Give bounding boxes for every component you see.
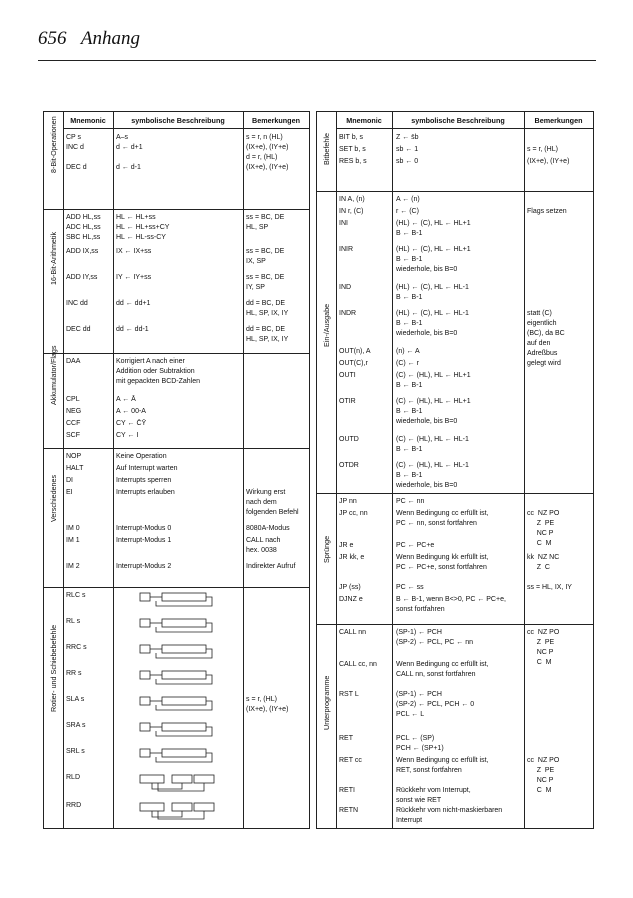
- group-label: 16-Bit-Arithmetik: [49, 232, 58, 286]
- mnemonic-cell: IN r, (C): [339, 208, 364, 216]
- remark-cell: s = r, n (HL): [246, 134, 283, 141]
- description-cell: PC ← nn: [396, 498, 425, 506]
- description-cell: dd ← dd-1: [116, 325, 149, 333]
- description-cell: Auf Interrupt warten: [116, 465, 178, 473]
- mnemonic-cell: OUT(n), A: [339, 348, 371, 356]
- remark-cell: Flags setzen: [527, 208, 567, 216]
- group-label: Bitbefehle: [322, 132, 331, 165]
- description-cell: sb ← 1: [396, 146, 419, 153]
- mnemonic-cell: SLA s: [66, 695, 85, 703]
- description-cell: Z ← s̄b: [396, 134, 419, 141]
- group-label: Verschiedenes: [49, 474, 58, 522]
- mnemonic-cell: ADD IX,ss: [66, 247, 99, 255]
- mnemonic-cell: OTDR: [339, 462, 359, 470]
- group-label: Ein-/Ausgabe: [322, 303, 331, 347]
- mnemonic-cell: INI: [339, 220, 348, 228]
- description-cell: (SP-1) ← PCH (SP-2) ← PCL, PCH ← 0 PCL ← L: [396, 690, 475, 718]
- right-table: [316, 111, 594, 829]
- mnemonic-cell: EI: [66, 489, 73, 497]
- group-label: Unterprogramme: [322, 675, 331, 731]
- group-divider: [317, 191, 593, 192]
- remark-cell: ss = BC, DE IX, SP: [246, 247, 285, 265]
- description-cell: Interrupts sperren: [116, 477, 172, 485]
- description-cell: (C) ← r: [396, 360, 419, 368]
- mnemonic-cell: DEC d: [66, 164, 87, 171]
- group-divider: [44, 448, 309, 449]
- mnemonic-cell: SRL s: [66, 747, 85, 755]
- description-cell: (HL) ← (C), HL ← HL+1 B ← B-1: [396, 220, 471, 238]
- mnemonic-cell: RLD: [66, 773, 81, 781]
- mnemonic-cell: CPL: [66, 395, 80, 403]
- group-label: Rotier- und Schiebebefehle: [49, 624, 58, 712]
- description-cell: Rückkehr vom Interrupt, sonst wie RET: [396, 786, 471, 804]
- remark-cell: s = r, (HL): [527, 146, 558, 153]
- mnemonic-cell: IND: [339, 284, 352, 292]
- description-cell: (C) ← (HL), HL ← HL+1 B ← B-1 wiederhole, bis B=0: [396, 398, 471, 426]
- page-header: [38, 28, 140, 50]
- description-cell: Wenn Bedingung cc erfüllt ist, RET, sonst fortfahren: [396, 756, 489, 774]
- mnemonic-cell: JR kk, e: [339, 554, 365, 562]
- rotate-diagram: [138, 615, 228, 637]
- col-description: symbolische Beschreibung: [113, 112, 243, 129]
- rotate-diagram: [138, 771, 228, 793]
- remark-cell: ss = HL, IX, IY: [527, 584, 572, 592]
- description-cell: (HL) ← (C), HL ← HL+1 B ← B-1 wiederhole, bis B=0: [396, 246, 471, 274]
- remark-cell: Wirkung erst nach dem folgenden Befehl: [246, 489, 299, 517]
- description-cell: PC ← PC+e: [396, 542, 435, 550]
- mnemonic-cell: BIT b, s: [339, 134, 363, 141]
- mnemonic-cell: DJNZ e: [339, 596, 363, 604]
- description-cell: IX ← IX+ss: [116, 247, 152, 255]
- mnemonic-cell: RRD: [66, 801, 82, 809]
- remark-cell: (IX+e), (IY+e) d = r, (HL) (IX+e), (IY+e): [246, 144, 289, 171]
- rotate-diagram: [138, 693, 228, 715]
- description-cell: A ← Ā: [116, 395, 136, 403]
- description-cell: Interrupts erlauben: [116, 489, 175, 497]
- mnemonic-cell: OUT(C),r: [339, 360, 368, 368]
- mnemonic-cell: RET: [339, 734, 353, 742]
- mnemonic-cell: OUTD: [339, 436, 359, 444]
- description-cell: CY ← C̄Ȳ: [116, 419, 147, 427]
- mnemonic-cell: IM 0: [66, 525, 80, 533]
- mnemonic-cell: RL s: [66, 617, 81, 625]
- description-cell: (C) ← (HL), HL ← HL-1 B ← B-1 wiederhole, bis B=0: [396, 462, 469, 490]
- mnemonic-cell: HALT: [66, 465, 84, 473]
- description-cell: Interrupt-Modus 0: [116, 525, 172, 533]
- mnemonic-cell: IM 2: [66, 563, 80, 571]
- description-cell: d ← d-1: [116, 164, 141, 171]
- mnemonic-cell: JR e: [339, 542, 354, 550]
- description-cell: B ← B-1, wenn B<>0, PC ← PC+e, sonst fortfahren: [396, 596, 506, 614]
- remark-cell: (IX+e), (IY+e): [527, 158, 570, 165]
- mnemonic-cell: RLC s: [66, 591, 86, 599]
- description-cell: A ← (n): [396, 196, 420, 204]
- remark-cell: dd = BC, DE HL, SP, IX, IY: [246, 325, 289, 343]
- description-cell: Wenn Bedingung cc erfüllt ist, PC ← nn, sonst fortfahren: [396, 510, 489, 528]
- mnemonic-cell: INIR: [339, 246, 353, 254]
- remark-cell: statt (C) eigentlich (BC), da BC auf den Adreßbus gelegt wird: [527, 310, 565, 368]
- mnemonic-cell: ADD IY,ss: [66, 273, 98, 281]
- remark-cell: CALL nach hex. 0038: [246, 537, 281, 555]
- mnemonic-cell: OUTI: [339, 372, 356, 380]
- group-label: Akkumulator/Flags: [49, 345, 58, 406]
- description-cell: (HL) ← (C), HL ← HL-1 B ← B-1: [396, 284, 469, 302]
- description-cell: Rückkehr vom nicht-maskierbaren Interrupt: [396, 806, 503, 824]
- mnemonic-cell: JP (ss): [339, 584, 361, 592]
- description-cell: (HL) ← (C), HL ← HL-1 B ← B-1 wiederhole, bis B=0: [396, 310, 469, 338]
- col-mnemonic: Mnemonic: [63, 112, 113, 129]
- group-label: 8-Bit-Operationen: [49, 116, 58, 174]
- remark-cell: cc NZ PO Z PE NC P C M: [527, 756, 560, 794]
- rotate-diagram: [138, 745, 228, 767]
- description-cell: Wenn Bedingung cc erfüllt ist, CALL nn, sonst fortfahren: [396, 660, 489, 678]
- description-cell: (C) ← (HL), HL ← HL-1 B ← B-1: [396, 436, 469, 454]
- group-divider: [317, 493, 593, 494]
- mnemonic-cell: CALL nn: [339, 628, 366, 636]
- mnemonic-cell: INC dd: [66, 299, 88, 307]
- description-cell: PC ← ss: [396, 584, 424, 592]
- description-cell: Wenn Bedingung kk erfüllt ist, PC ← PC+e, sonst fortfahren: [396, 554, 489, 572]
- description-cell: d ← d+1: [116, 144, 143, 151]
- remark-cell: 8080A-Modus: [246, 525, 290, 533]
- remark-cell: ss = BC, DE IY, SP: [246, 273, 285, 291]
- description-cell: IY ← IY+ss: [116, 273, 152, 281]
- group-label: Sprünge: [322, 535, 331, 563]
- description-cell: CY ← I: [116, 431, 139, 439]
- mnemonic-cell: DI: [66, 477, 73, 485]
- rotate-diagram: [138, 667, 228, 689]
- mnemonic-cell: RST L: [339, 690, 359, 698]
- mnemonic-cell: IM 1: [66, 537, 80, 545]
- remark-cell: kk NZ NC Z C: [527, 554, 560, 572]
- mnemonic-cell: CP s: [66, 134, 82, 141]
- chapter-title: Anhang: [80, 28, 141, 49]
- group-divider: [44, 209, 309, 210]
- remark-cell: Indirekter Aufruf: [246, 563, 296, 571]
- mnemonic-cell: SCF: [66, 431, 80, 439]
- col-mnemonic-right: Mnemonic: [336, 112, 392, 129]
- mnemonic-cell: RES b, s: [339, 158, 367, 165]
- rotate-diagram: [138, 799, 228, 821]
- description-cell: Keine Operation: [116, 453, 167, 461]
- mnemonic-cell: RETI: [339, 786, 355, 794]
- description-cell: (C) ← (HL), HL ← HL+1 B ← B-1: [396, 372, 471, 390]
- remark-cell: ss = BC, DE HL, SP: [246, 213, 285, 231]
- description-cell: sb ← 0: [396, 158, 419, 165]
- col-remarks-right: Bemerkungen: [524, 112, 593, 129]
- remark-cell: dd = BC, DE HL, SP, IX, IY: [246, 299, 289, 317]
- description-cell: Interrupt-Modus 2: [116, 563, 172, 571]
- remark-cell: cc NZ PO Z PE NC P C M: [527, 510, 560, 548]
- rotate-diagram: [138, 719, 228, 741]
- col-description-right: symbolische Beschreibung: [392, 112, 524, 129]
- mnemonic-cell: JP nn: [339, 498, 357, 506]
- mnemonic-cell: INC d: [66, 144, 84, 151]
- mnemonic-cell: RET cc: [339, 756, 362, 764]
- mnemonic-cell: SET b, s: [339, 146, 366, 153]
- col-remarks: Bemerkungen: [243, 112, 309, 129]
- description-cell: A–s: [116, 134, 129, 141]
- mnemonic-cell: CCF: [66, 419, 81, 427]
- group-divider: [44, 353, 309, 354]
- mnemonic-cell: ADD HL,ss ADC HL,ss SBC HL,ss: [66, 213, 101, 241]
- group-divider: [44, 587, 309, 588]
- mnemonic-cell: DAA: [66, 357, 81, 365]
- header-rule: [38, 60, 596, 61]
- description-cell: PCL ← (SP) PCH ← (SP+1): [396, 734, 444, 752]
- description-cell: Korrigiert A nach einer Addition oder Subtraktion mit gepackten BCD-Zahlen: [116, 357, 201, 385]
- remark-cell: cc NZ PO Z PE NC P C M: [527, 628, 560, 666]
- remark-cell: s = r, (HL) (IX+e), (IY+e): [246, 695, 289, 713]
- mnemonic-cell: SRA s: [66, 721, 86, 729]
- description-cell: (SP-1) ← PCH (SP-2) ← PCL, PC ← nn: [396, 628, 474, 646]
- mnemonic-cell: CALL cc, nn: [339, 660, 377, 668]
- description-cell: A ← 00-A: [116, 407, 146, 415]
- mnemonic-cell: RR s: [66, 669, 82, 677]
- description-cell: r ← (C): [396, 208, 419, 216]
- mnemonic-cell: IN A, (n): [339, 196, 365, 204]
- mnemonic-cell: INDR: [339, 310, 357, 318]
- mnemonic-cell: NEG: [66, 407, 82, 415]
- description-cell: HL ← HL+ss HL ← HL+ss+CY HL ← HL-ss-CY: [116, 213, 170, 241]
- mnemonic-cell: RETN: [339, 806, 359, 814]
- left-table: [43, 111, 310, 829]
- description-cell: (n) ← A: [396, 348, 420, 356]
- page-number: 656: [38, 28, 67, 49]
- mnemonic-cell: OTIR: [339, 398, 356, 406]
- description-cell: Interrupt-Modus 1: [116, 537, 172, 545]
- mnemonic-cell: NOP: [66, 453, 82, 461]
- description-cell: dd ← dd+1: [116, 299, 151, 307]
- group-divider: [317, 624, 593, 625]
- rotate-diagram: [138, 589, 228, 611]
- rotate-diagram: [138, 641, 228, 663]
- mnemonic-cell: RRC s: [66, 643, 87, 651]
- mnemonic-cell: DEC dd: [66, 325, 91, 333]
- mnemonic-cell: JP cc, nn: [339, 510, 368, 518]
